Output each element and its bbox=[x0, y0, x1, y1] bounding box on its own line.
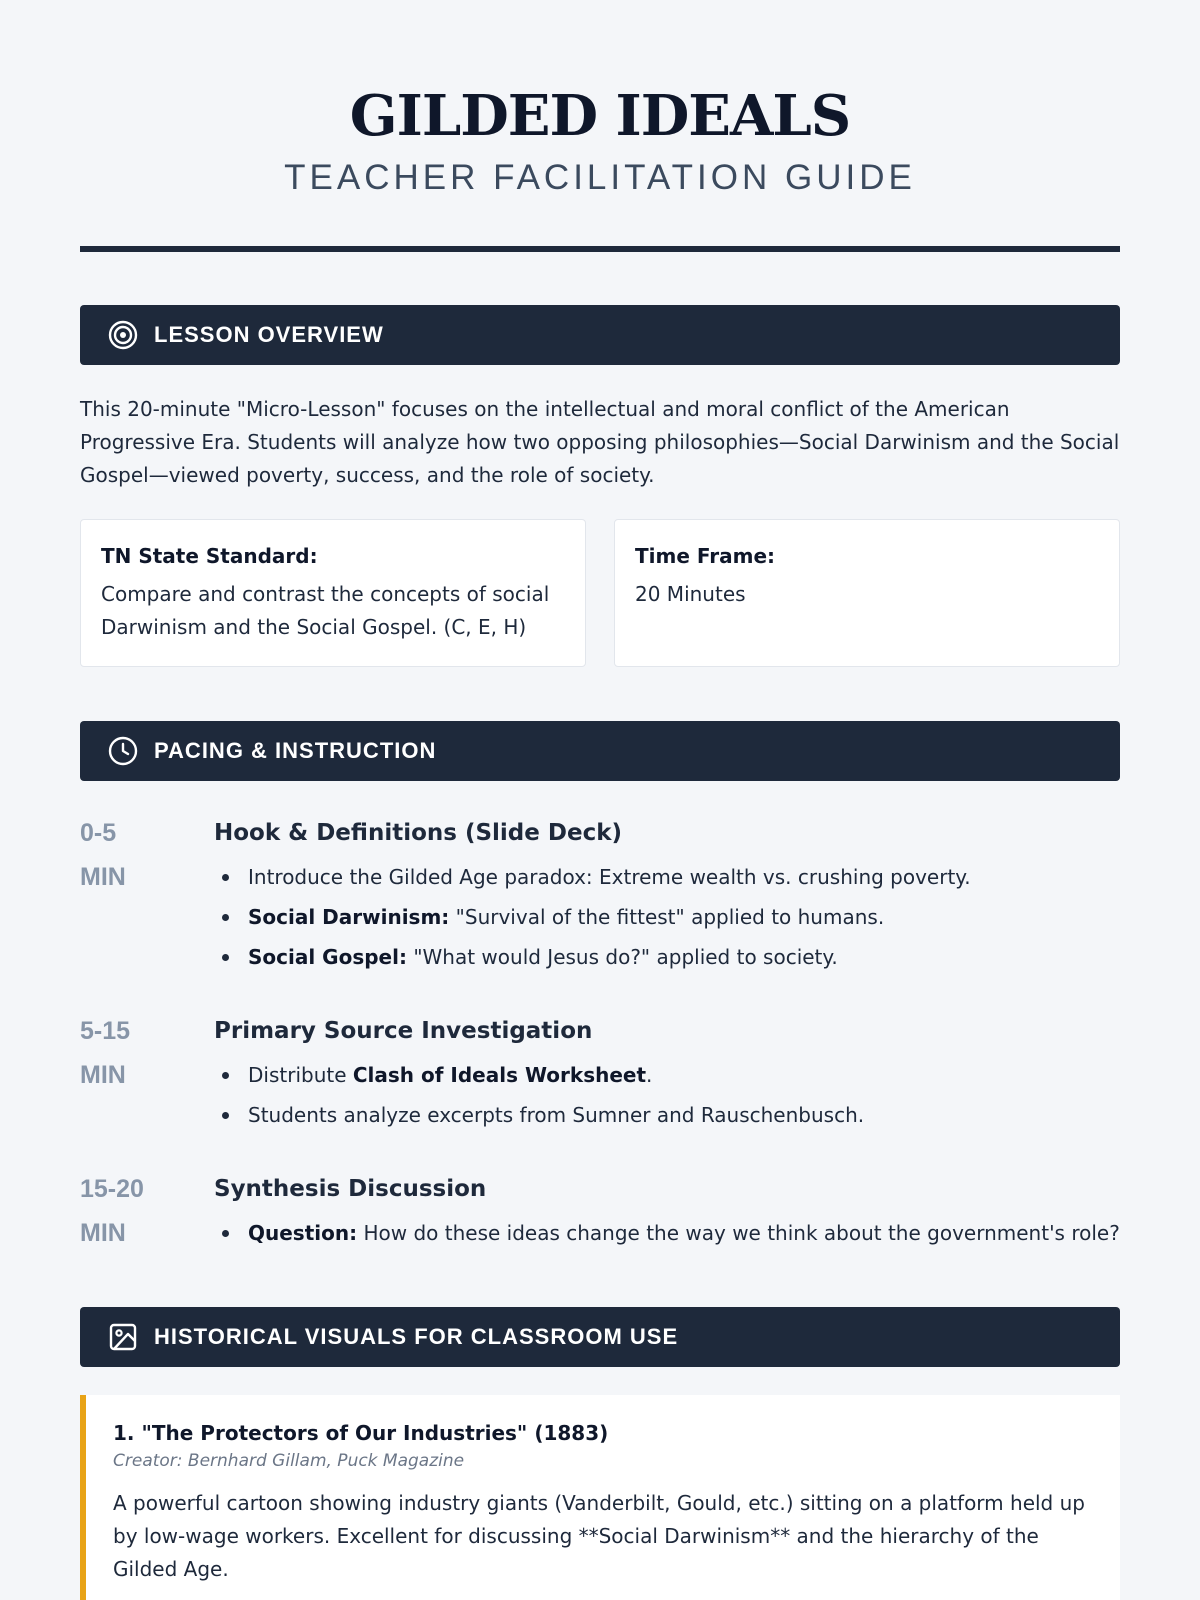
item-text: "What would Jesus do?" applied to society. bbox=[406, 945, 838, 969]
target-icon bbox=[108, 320, 138, 350]
visual-description: A powerful cartoon showing industry giants (Vanderbilt, Gould, etc.) sitting on a platform held up by low-wage workers. Excellent for discussing **Social Darwinism** and the hierarchy of the Gilded Age. bbox=[113, 1491, 1085, 1581]
visual-title: 1. "The Protectors of Our Industries" (1883) bbox=[113, 1421, 609, 1445]
pacing-time bbox=[80, 1009, 214, 1135]
visual-creator: Creator: Bernhard Gillam, Puck Magazine bbox=[113, 1451, 465, 1471]
standard-card bbox=[80, 519, 586, 667]
list-item bbox=[214, 1213, 1120, 1253]
pacing-content bbox=[214, 1167, 1120, 1255]
item-text: Introduce the Gilded Age paradox: Extreme wealth vs. crushing poverty. bbox=[248, 865, 971, 889]
timeframe-label: Time Frame: bbox=[635, 544, 776, 568]
item-text: Distribute bbox=[248, 1063, 353, 1087]
item-term: Social Gospel: bbox=[248, 945, 407, 969]
pacing-content bbox=[214, 811, 1120, 977]
list-item bbox=[214, 897, 1120, 937]
pacing-list bbox=[214, 857, 1120, 977]
section-header-historical-visuals bbox=[80, 1307, 1120, 1367]
item-text: Students analyze excerpts from Sumner and Rauschenbusch. bbox=[248, 1103, 865, 1127]
pacing-list bbox=[214, 1055, 1120, 1135]
list-item bbox=[214, 1095, 1120, 1135]
page-title: GILDED IDEALS bbox=[349, 83, 851, 149]
item-text: "Survival of the fittest" applied to humans. bbox=[449, 905, 885, 929]
time-range: 0-5 bbox=[80, 819, 117, 847]
time-range: 15-20 bbox=[80, 1175, 144, 1203]
pacing-time bbox=[80, 811, 214, 977]
pacing-block bbox=[80, 1009, 1120, 1135]
clock-icon bbox=[108, 736, 138, 766]
info-cards bbox=[80, 519, 1120, 667]
overview-paragraph: This 20-minute "Micro-Lesson" focuses on the intellectual and moral conflict of the American Progressive Era. Students will analyze how two opposing philosophies—Social Darwinism and the Social Gospel—viewed poverty, success, and the role of society. bbox=[80, 397, 1120, 487]
pacing-list bbox=[214, 1213, 1120, 1253]
title-divider bbox=[80, 246, 1120, 252]
standard-text: Compare and contrast the concepts of social Darwinism and the Social Gospel. (C, E, H) bbox=[101, 582, 550, 639]
pacing-block bbox=[80, 811, 1120, 977]
pacing-content bbox=[214, 1009, 1120, 1135]
section-header-pacing bbox=[80, 721, 1120, 781]
title-block bbox=[80, 0, 1120, 198]
timeframe-text: 20 Minutes bbox=[635, 582, 746, 606]
time-unit: MIN bbox=[80, 1061, 126, 1089]
standard-label: TN State Standard: bbox=[101, 544, 318, 568]
page-subtitle: TEACHER FACILITATION GUIDE bbox=[284, 158, 916, 197]
pacing-heading: Primary Source Investigation bbox=[214, 1018, 593, 1044]
list-item bbox=[214, 857, 1120, 897]
item-text: How do these ideas change the way we think about the government's role? bbox=[357, 1221, 1120, 1245]
time-range: 5-15 bbox=[80, 1017, 131, 1045]
item-term: Social Darwinism: bbox=[248, 905, 450, 929]
pacing-heading: Synthesis Discussion bbox=[214, 1176, 487, 1202]
section-header-lesson-overview bbox=[80, 305, 1120, 365]
item-term: Question: bbox=[248, 1221, 358, 1245]
image-icon bbox=[108, 1322, 138, 1352]
section-title: HISTORICAL VISUALS FOR CLASSROOM USE bbox=[154, 1324, 679, 1349]
pacing-heading: Hook & Definitions (Slide Deck) bbox=[214, 820, 623, 846]
list-item bbox=[214, 1055, 1120, 1095]
time-unit: MIN bbox=[80, 863, 126, 891]
list-item bbox=[214, 937, 1120, 977]
section-title: LESSON OVERVIEW bbox=[154, 322, 384, 347]
item-text: . bbox=[646, 1063, 653, 1087]
pacing-time bbox=[80, 1167, 214, 1255]
time-unit: MIN bbox=[80, 1219, 126, 1247]
item-term: Clash of Ideals Worksheet bbox=[352, 1063, 647, 1087]
pacing-block bbox=[80, 1167, 1120, 1255]
timeframe-card bbox=[614, 519, 1120, 667]
section-title: PACING & INSTRUCTION bbox=[154, 738, 437, 763]
visual-card bbox=[80, 1395, 1120, 1600]
